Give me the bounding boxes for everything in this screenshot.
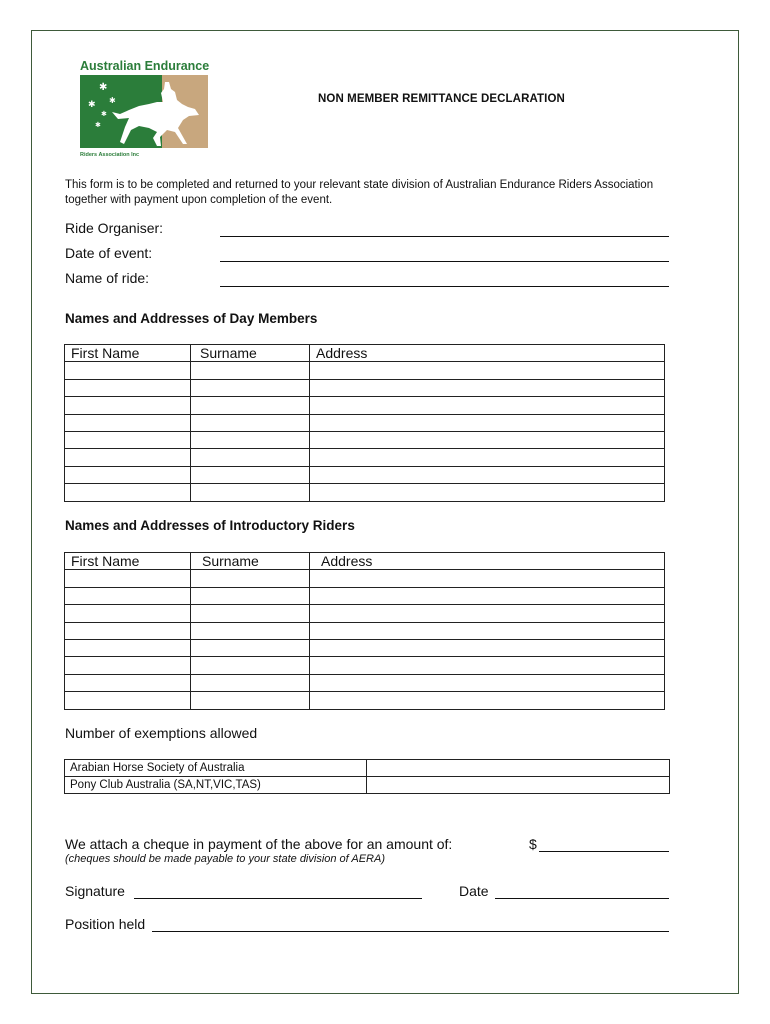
address-cell[interactable]: [310, 674, 665, 691]
table-row: [65, 674, 665, 691]
address-cell[interactable]: [310, 484, 665, 501]
ride-organiser-input-line[interactable]: [220, 236, 669, 237]
surname-cell[interactable]: [191, 362, 310, 379]
surname-cell[interactable]: [191, 605, 310, 622]
first-name-cell[interactable]: [65, 692, 191, 709]
first-name-cell[interactable]: [65, 622, 191, 639]
address-cell[interactable]: [310, 692, 665, 709]
exemption-value-cell[interactable]: [367, 777, 670, 794]
date-of-event-label: Date of event:: [65, 245, 153, 261]
column-header-first-name: First Name: [65, 553, 191, 570]
first-name-cell[interactable]: [65, 397, 191, 414]
first-name-cell[interactable]: [65, 466, 191, 483]
amount-input-line[interactable]: [539, 851, 669, 852]
surname-cell[interactable]: [191, 639, 310, 656]
table-row: [65, 622, 665, 639]
first-name-cell[interactable]: [65, 657, 191, 674]
surname-cell[interactable]: [191, 414, 310, 431]
table-header-row: [65, 345, 665, 362]
date-of-event-input-line[interactable]: [220, 261, 669, 262]
column-header-address: Address: [310, 345, 665, 362]
exemptions-label: Number of exemptions allowed: [65, 725, 258, 741]
first-name-cell[interactable]: [65, 674, 191, 691]
column-header-first-name: First Name: [65, 345, 191, 362]
first-name-cell[interactable]: [65, 414, 191, 431]
first-name-cell[interactable]: [65, 379, 191, 396]
address-cell[interactable]: [310, 379, 665, 396]
dollar-sign: $: [529, 836, 537, 852]
exemption-name: Pony Club Australia (SA,NT,VIC,TAS): [65, 777, 367, 794]
svg-text:✱: ✱: [95, 122, 101, 129]
exemptions-table: [64, 759, 670, 794]
svg-text:✱: ✱: [88, 99, 96, 109]
svg-text:✱: ✱: [109, 96, 116, 105]
introductory-riders-table: [64, 552, 665, 710]
surname-cell[interactable]: [191, 692, 310, 709]
address-cell[interactable]: [310, 657, 665, 674]
first-name-cell[interactable]: [65, 484, 191, 501]
day-members-table: [64, 344, 665, 502]
aera-logo: [79, 58, 211, 160]
table-row: [65, 449, 665, 466]
exemption-value-cell[interactable]: [367, 760, 670, 777]
ride-organiser-label: Ride Organiser:: [65, 220, 164, 236]
table-row: [65, 397, 665, 414]
surname-cell[interactable]: [191, 587, 310, 604]
signature-label: Signature: [65, 883, 125, 899]
address-cell[interactable]: [310, 449, 665, 466]
address-cell[interactable]: [310, 397, 665, 414]
address-cell[interactable]: [310, 639, 665, 656]
surname-cell[interactable]: [191, 397, 310, 414]
name-of-ride-field[interactable]: [65, 270, 669, 290]
cheque-statement: We attach a cheque in payment of the above for an amount of:: [65, 836, 453, 852]
surname-cell[interactable]: [191, 379, 310, 396]
exemption-row: [65, 777, 670, 794]
first-name-cell[interactable]: [65, 449, 191, 466]
name-of-ride-label: Name of ride:: [65, 270, 150, 286]
address-cell[interactable]: [310, 570, 665, 587]
name-of-ride-input-line[interactable]: [220, 286, 669, 287]
logo-org-name: Australian Endurance: [80, 59, 210, 73]
address-cell[interactable]: [310, 622, 665, 639]
table-row: [65, 379, 665, 396]
surname-cell[interactable]: [191, 449, 310, 466]
date-label: Date: [459, 883, 489, 899]
ride-organiser-field[interactable]: [65, 220, 669, 240]
surname-cell[interactable]: [191, 431, 310, 448]
address-cell[interactable]: [310, 362, 665, 379]
svg-text:✱: ✱: [101, 111, 107, 118]
table-row: [65, 414, 665, 431]
table-row: [65, 639, 665, 656]
intro-text: This form is to be completed and returned to your relevant state division of Australian Endurance Riders Association together with payment upon completion of the event.: [65, 179, 654, 206]
exemption-row: [65, 760, 670, 777]
first-name-cell[interactable]: [65, 431, 191, 448]
surname-cell[interactable]: [191, 622, 310, 639]
surname-cell[interactable]: [191, 484, 310, 501]
date-input-line[interactable]: [495, 898, 669, 899]
cheque-note: (cheques should be made payable to your state division of AERA): [65, 853, 385, 865]
surname-cell[interactable]: [191, 674, 310, 691]
surname-cell[interactable]: [191, 657, 310, 674]
exemption-name: Arabian Horse Society of Australia: [65, 760, 367, 777]
svg-text:✱: ✱: [99, 82, 108, 93]
first-name-cell[interactable]: [65, 570, 191, 587]
address-cell[interactable]: [310, 431, 665, 448]
address-cell[interactable]: [310, 414, 665, 431]
table-row: [65, 484, 665, 501]
column-header-address: Address: [310, 553, 665, 570]
first-name-cell[interactable]: [65, 639, 191, 656]
position-held-label: Position held: [65, 916, 146, 932]
table-row: [65, 466, 665, 483]
table-row: [65, 570, 665, 587]
table-row: [65, 657, 665, 674]
table-row: [65, 362, 665, 379]
introductory-riders-heading: Names and Addresses of Introductory Riders: [65, 518, 355, 533]
column-header-surname: Surname: [191, 553, 310, 570]
table-row: [65, 431, 665, 448]
address-cell[interactable]: [310, 587, 665, 604]
column-header-surname: Surname: [191, 345, 310, 362]
surname-cell[interactable]: [191, 570, 310, 587]
address-cell[interactable]: [310, 466, 665, 483]
address-cell[interactable]: [310, 605, 665, 622]
position-held-input-line[interactable]: [152, 931, 669, 932]
table-header-row: [65, 553, 665, 570]
first-name-cell[interactable]: [65, 587, 191, 604]
surname-cell[interactable]: [191, 466, 310, 483]
table-row: [65, 605, 665, 622]
day-members-heading: Names and Addresses of Day Members: [65, 311, 318, 326]
first-name-cell[interactable]: [65, 362, 191, 379]
table-row: [65, 692, 665, 709]
first-name-cell[interactable]: [65, 605, 191, 622]
form-title: NON MEMBER REMITTANCE DECLARATION: [318, 93, 565, 105]
table-row: [65, 587, 665, 604]
date-of-event-field[interactable]: [65, 245, 669, 265]
logo-org-subtitle: Riders Association Inc: [80, 152, 140, 158]
signature-input-line[interactable]: [134, 898, 422, 899]
